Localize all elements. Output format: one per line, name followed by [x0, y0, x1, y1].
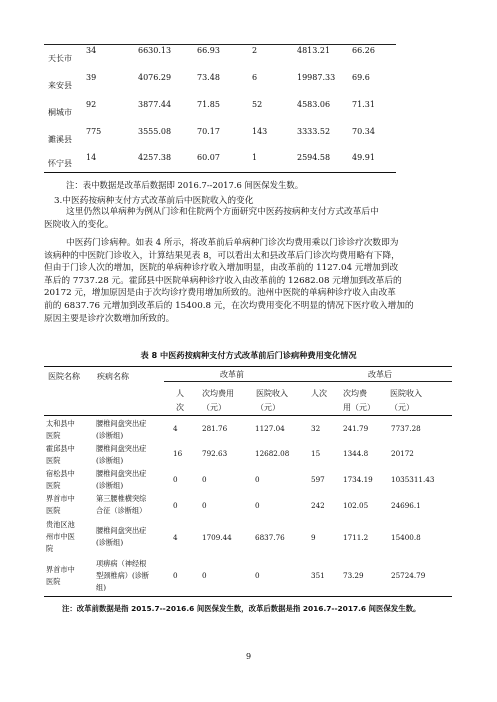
table-cell: 0: [173, 501, 178, 510]
table-cell: 1344.8: [343, 449, 369, 458]
table-cell: 2: [252, 46, 258, 55]
table-cell: 20172: [391, 449, 414, 458]
header-avg-cost: （元）: [202, 403, 226, 412]
header-hospital: 医院名称: [48, 372, 80, 381]
table-row-disease: (诊断组): [96, 431, 124, 440]
table-row-hospital: 太和县中: [46, 419, 75, 428]
table-cell: 4257.38: [138, 153, 172, 162]
table-cell-name: 天长市: [48, 54, 72, 63]
table-cell: 1: [252, 153, 258, 162]
table-cell: 60.07: [197, 153, 220, 162]
paragraph-line: 医院收入的变化。: [44, 219, 114, 230]
table-cell: 1709.44: [202, 533, 232, 542]
table-cell: 4583.06: [297, 100, 331, 109]
table-cell: 73.48: [197, 73, 220, 82]
table-cell: 102.05: [343, 501, 369, 510]
table-cell: 6837.76: [255, 533, 285, 542]
table-cell: 9: [311, 533, 316, 542]
table-cell: 16: [173, 449, 183, 458]
header-avg-cost-after: 用（元）: [343, 403, 375, 412]
table-cell: 73.29: [343, 571, 364, 580]
table-row-disease: 第三腰椎横突综: [96, 494, 147, 503]
table-cell: 34: [86, 46, 97, 55]
table-cell: 39: [86, 73, 97, 82]
paragraph-line: 该病种的中医院门诊收入，计算结果见表 8，可以看出太和县改革后门诊次均费用略有下降，: [44, 250, 400, 261]
table8-top-rule: [44, 366, 452, 367]
table-cell: 242: [311, 501, 325, 510]
table-cell: 143: [252, 127, 268, 136]
table-cell: 25724.79: [391, 571, 426, 580]
header-income: 医院收入: [256, 389, 288, 398]
table-cell: 351: [311, 571, 325, 580]
paragraph-1: [44, 206, 457, 231]
table-cell: 7737.28: [391, 424, 421, 433]
table-row-hospital: 医院: [46, 431, 61, 440]
paragraph-line: 原因主要是诊疗次数增加所致的。: [44, 313, 175, 324]
table-row-disease: 合征（诊断组）: [96, 506, 147, 515]
table-cell: 32: [311, 424, 321, 433]
table-cell: 4: [173, 424, 178, 433]
table-cell: 241.79: [343, 424, 369, 433]
table-cell: 0: [202, 475, 207, 484]
table-row-hospital: 霍邱县中: [46, 444, 75, 453]
table-row-hospital: 州市中医: [46, 532, 75, 541]
table-row-disease: 项痹病（神经根: [96, 559, 147, 568]
header-avg-cost: 次均费用: [202, 389, 234, 398]
table-cell: 15: [311, 449, 321, 458]
table8-caption: 表 8 中医药按病种支付方式改革前后门诊病种费用变化情况: [140, 350, 357, 360]
table-row-disease: (诊断组): [96, 456, 124, 465]
header-after: 改革后: [368, 370, 392, 379]
top-table-note: 注：表中数据是改革后数据即 2016.7--2017.6 间医保发生数。: [66, 180, 304, 190]
table-cell: 0: [173, 571, 178, 580]
table-cell: 4: [173, 533, 178, 542]
table-cell: 66.26: [352, 46, 375, 55]
table-row-hospital: 宿松县中: [46, 469, 75, 478]
table8-bottom-rule: [44, 596, 452, 597]
table-cell: 1734.19: [343, 475, 373, 484]
top-table-bottom-rule: [44, 172, 396, 173]
header-persons-after: 人次: [311, 389, 327, 398]
table-row-hospital: 医院: [46, 506, 61, 515]
table-row-disease: (诊断组): [96, 481, 124, 490]
header-income: （元）: [256, 403, 280, 412]
table8-note: 注：改革前数据是指 2015.7--2016.6 间医保发生数，改革后数据是指 2016.7--2017.6 间医保发生数。: [62, 604, 421, 613]
table-row-hospital: 医院: [46, 577, 61, 586]
table-cell: 71.85: [197, 100, 220, 109]
paragraph-line: 中医药门诊病种。如表 4 所示，将改革前后单病种门诊次均费用乘以门诊诊疗次数即为: [66, 238, 399, 248]
table-row-disease: 腰椎间盘突出症: [96, 444, 147, 453]
table-cell: 1035311.43: [391, 475, 435, 484]
table-cell: 281.76: [202, 424, 228, 433]
header-persons: 次: [176, 403, 184, 412]
table-row-hospital: 医院: [46, 456, 61, 465]
table-cell: 0: [202, 501, 207, 510]
table-cell: 4076.29: [138, 73, 172, 82]
top-table-rule: [44, 44, 396, 45]
table-cell: 70.17: [197, 127, 220, 136]
table-row-hospital: 贵池区池: [46, 520, 75, 529]
table-cell: 6: [252, 73, 258, 82]
table-row-hospital: 医院: [46, 481, 61, 490]
table-row-disease: (诊断组): [96, 538, 124, 547]
table-cell: 0: [173, 475, 178, 484]
table-cell: 6630.13: [138, 46, 172, 55]
table-cell: 3877.44: [138, 100, 172, 109]
table-cell: 14: [86, 153, 97, 162]
table-cell: 19987.33: [297, 73, 336, 82]
table-cell: 4813.21: [297, 46, 331, 55]
paragraph-line: 20172 元，增加原因是由于次均诊疗费用增加所致的。池州中医院的单病种诊疗收入由改革: [44, 288, 396, 299]
table-cell: 12682.08: [255, 449, 290, 458]
paragraph-line: 前的 6837.76 元增加到改革后的 15400.8 元，在次均费用变化不明显的情况下医疗收入增加的: [44, 300, 414, 311]
paragraph-2: [44, 237, 457, 325]
table-cell: 15400.8: [391, 533, 421, 542]
table-cell: 1127.04: [255, 424, 285, 433]
table-cell: 775: [86, 127, 102, 136]
table8-header-subrule: [164, 381, 452, 382]
table-cell: 1711.2: [343, 533, 369, 542]
section-heading: 3.中医药按病种支付方式改革前后中医院收入的变化: [54, 196, 254, 206]
table-cell-name: 来安县: [48, 81, 72, 90]
table-cell: 597: [311, 475, 325, 484]
header-persons: 人: [176, 389, 184, 398]
table-cell-name: 怀宁县: [48, 159, 72, 168]
table-row-disease: 腰椎间盘突出症: [96, 419, 147, 428]
table-cell: 92: [86, 100, 97, 109]
table-cell-name: 桐城市: [48, 108, 72, 117]
table-row-disease: 型颈椎病）(诊断: [96, 571, 150, 580]
table-cell: 69.6: [352, 73, 370, 82]
table-row-disease: 腰椎间盘突出症: [96, 469, 147, 478]
table-cell: 0: [202, 571, 207, 580]
header-before: 改革前: [220, 370, 244, 379]
table-cell: 70.34: [352, 127, 375, 136]
header-income-after: 医院收入: [390, 389, 422, 398]
table-cell: 0: [255, 501, 260, 510]
header-avg-cost-after: 次均费: [343, 389, 367, 398]
table-row-hospital: 界首市中: [46, 565, 75, 574]
page-number: 9: [245, 652, 252, 661]
table-cell: 3333.52: [297, 127, 331, 136]
table-row-hospital: 界首市中: [46, 494, 75, 503]
table-cell: 71.31: [352, 100, 375, 109]
paragraph-line: 但由于门诊人次的增加，医院的单病种诊疗收入增加明显，由改革前的 1127.04 元增加到改: [44, 263, 399, 274]
paragraph-line: 革后的 7737.28 元。霍邱县中医院单病种诊疗收入由改革前的 12682.08 元增加到改革后的: [44, 275, 402, 286]
header-disease: 疾病名称: [97, 372, 129, 381]
table-cell: 792.63: [202, 449, 228, 458]
table8-header-rule: [44, 415, 452, 416]
table-cell: 0: [255, 571, 260, 580]
table-row-disease: 组): [96, 583, 106, 592]
table-cell: 2594.58: [297, 153, 331, 162]
table-row-disease: 腰椎间盘突出症: [96, 526, 147, 535]
table-cell: 0: [255, 475, 260, 484]
table-cell: 3555.08: [138, 127, 172, 136]
table-cell-name: 濉溪县: [48, 135, 72, 144]
table-cell: 66.93: [197, 46, 220, 55]
table-cell: 52: [252, 100, 263, 109]
paragraph-line: 这里仍然以单病种为例从门诊和住院两个方面研究中医药按病种支付方式改革后中: [66, 207, 379, 217]
table-cell: 24696.1: [391, 501, 421, 510]
table-row-hospital: 院: [46, 544, 54, 553]
table-cell: 49.91: [352, 153, 375, 162]
header-income-after: （元）: [390, 403, 414, 412]
